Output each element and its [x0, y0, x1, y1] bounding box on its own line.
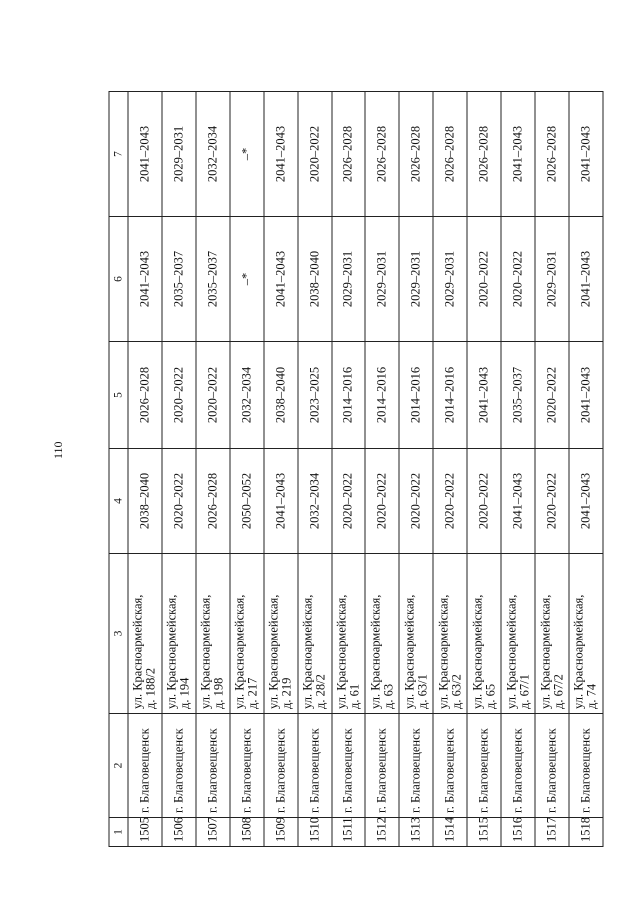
header-cell-5: 5: [109, 341, 128, 448]
page-number: 110: [51, 441, 65, 459]
row-number-cell: 1507: [195, 817, 229, 846]
period-col-4-cell: 2020–2022: [467, 448, 501, 553]
header-cell-2: 2: [109, 713, 128, 817]
period-col-4-cell: 2020–2022: [365, 448, 399, 553]
header-cell-7: 7: [109, 91, 128, 216]
period-col-4-cell: 2041–2043: [568, 448, 602, 553]
table-row: [399, 91, 433, 846]
period-col-5-cell: 2032–2034: [229, 341, 263, 448]
period-col-6-cell: 2035–2037: [161, 216, 195, 341]
address-cell: ул. Красноармейская, д. 63/2: [433, 553, 467, 713]
period-col-4-cell: 2050–2052: [229, 448, 263, 553]
period-col-4-cell: 2041–2043: [263, 448, 297, 553]
period-col-7-cell: 2041–2043: [128, 91, 162, 216]
city-cell: г. Благовещенск: [229, 713, 263, 817]
row-number-cell: 1509: [263, 817, 297, 846]
period-col-5-cell: 2026–2028: [128, 341, 162, 448]
period-col-4-cell: 2038–2040: [128, 448, 162, 553]
period-col-7-cell: 2026–2028: [331, 91, 365, 216]
period-col-6-cell: –*: [229, 216, 263, 341]
row-number-cell: 1511: [331, 817, 365, 846]
row-number-cell: 1515: [467, 817, 501, 846]
address-cell: ул. Красноармейская, д. 28/2: [297, 553, 331, 713]
table-row: [331, 91, 365, 846]
schedule-table: [108, 91, 603, 847]
table-row: [263, 91, 297, 846]
period-col-7-cell: 2020–2022: [297, 91, 331, 216]
period-col-6-cell: 2035–2037: [195, 216, 229, 341]
period-col-5-cell: 2041–2043: [467, 341, 501, 448]
row-number-cell: 1517: [535, 817, 569, 846]
table-row: [297, 91, 331, 846]
period-col-4-cell: 2020–2022: [161, 448, 195, 553]
period-col-6-cell: 2041–2043: [128, 216, 162, 341]
city-cell: г. Благовещенск: [433, 713, 467, 817]
row-number-cell: 1506: [161, 817, 195, 846]
address-cell: ул. Красноармейская, д. 194: [161, 553, 195, 713]
row-number-cell: 1514: [433, 817, 467, 846]
city-cell: г. Благовещенск: [128, 713, 162, 817]
address-cell: ул. Красноармейская, д. 74: [568, 553, 602, 713]
table-row: [433, 91, 467, 846]
period-col-6-cell: 2029–2031: [365, 216, 399, 341]
period-col-5-cell: 2014–2016: [365, 341, 399, 448]
period-col-6-cell: 2029–2031: [331, 216, 365, 341]
table-body: [128, 91, 603, 846]
city-cell: г. Благовещенск: [501, 713, 535, 817]
period-col-6-cell: 2029–2031: [433, 216, 467, 341]
header-cell-1: 1: [109, 817, 128, 846]
period-col-4-cell: 2026–2028: [195, 448, 229, 553]
period-col-7-cell: 2041–2043: [501, 91, 535, 216]
row-number-cell: 1508: [229, 817, 263, 846]
period-col-5-cell: 2014–2016: [433, 341, 467, 448]
period-col-7-cell: 2026–2028: [399, 91, 433, 216]
period-col-5-cell: 2041–2043: [568, 341, 602, 448]
address-cell: ул. Красноармейская, д. 188/2: [128, 553, 162, 713]
period-col-6-cell: 2020–2022: [467, 216, 501, 341]
period-col-4-cell: 2020–2022: [535, 448, 569, 553]
city-cell: г. Благовещенск: [331, 713, 365, 817]
period-col-6-cell: 2020–2022: [501, 216, 535, 341]
table-row: [568, 91, 602, 846]
period-col-7-cell: 2032–2034: [195, 91, 229, 216]
table-row: [501, 91, 535, 846]
row-number-cell: 1510: [297, 817, 331, 846]
period-col-4-cell: 2020–2022: [433, 448, 467, 553]
period-col-6-cell: 2041–2043: [568, 216, 602, 341]
row-number-cell: 1516: [501, 817, 535, 846]
city-cell: г. Благовещенск: [263, 713, 297, 817]
period-col-7-cell: –*: [229, 91, 263, 216]
city-cell: г. Благовещенск: [568, 713, 602, 817]
row-number-cell: 1513: [399, 817, 433, 846]
address-cell: ул. Красноармейская, д. 63: [365, 553, 399, 713]
period-col-5-cell: 2020–2022: [535, 341, 569, 448]
period-col-7-cell: 2026–2028: [467, 91, 501, 216]
period-col-5-cell: 2020–2022: [161, 341, 195, 448]
period-col-4-cell: 2041–2043: [501, 448, 535, 553]
period-col-5-cell: 2035–2037: [501, 341, 535, 448]
period-col-7-cell: 2029–2031: [161, 91, 195, 216]
city-cell: г. Благовещенск: [399, 713, 433, 817]
address-cell: ул. Красноармейская, д. 61: [331, 553, 365, 713]
table-wrapper: [108, 91, 603, 846]
city-cell: г. Благовещенск: [297, 713, 331, 817]
table-row: [365, 91, 399, 846]
period-col-6-cell: 2041–2043: [263, 216, 297, 341]
table-row: [535, 91, 569, 846]
address-cell: ул. Красноармейская, д. 67/2: [535, 553, 569, 713]
address-cell: ул. Красноармейская, д. 65: [467, 553, 501, 713]
period-col-4-cell: 2020–2022: [399, 448, 433, 553]
city-cell: г. Благовещенск: [535, 713, 569, 817]
period-col-5-cell: 2020–2022: [195, 341, 229, 448]
table-row: [467, 91, 501, 846]
row-number-cell: 1518: [568, 817, 602, 846]
period-col-5-cell: 2014–2016: [399, 341, 433, 448]
city-cell: г. Благовещенск: [467, 713, 501, 817]
period-col-6-cell: 2029–2031: [399, 216, 433, 341]
period-col-7-cell: 2026–2028: [433, 91, 467, 216]
period-col-5-cell: 2014–2016: [331, 341, 365, 448]
header-row: [109, 91, 128, 846]
table-row: [128, 91, 162, 846]
period-col-4-cell: 2020–2022: [331, 448, 365, 553]
period-col-7-cell: 2026–2028: [535, 91, 569, 216]
address-cell: ул. Красноармейская, д. 67/1: [501, 553, 535, 713]
header-cell-6: 6: [109, 216, 128, 341]
address-cell: ул. Красноармейская, д. 63/1: [399, 553, 433, 713]
row-number-cell: 1512: [365, 817, 399, 846]
city-cell: г. Благовещенск: [195, 713, 229, 817]
address-cell: ул. Красноармейская, д. 198: [195, 553, 229, 713]
header-cell-4: 4: [109, 448, 128, 553]
table-header: [109, 91, 128, 846]
city-cell: г. Благовещенск: [161, 713, 195, 817]
period-col-5-cell: 2038–2040: [263, 341, 297, 448]
period-col-7-cell: 2026–2028: [365, 91, 399, 216]
address-cell: ул. Красноармейская, д. 217: [229, 553, 263, 713]
row-number-cell: 1505: [128, 817, 162, 846]
city-cell: г. Благовещенск: [365, 713, 399, 817]
table-row: [229, 91, 263, 846]
period-col-6-cell: 2038–2040: [297, 216, 331, 341]
period-col-4-cell: 2032–2034: [297, 448, 331, 553]
table-row: [195, 91, 229, 846]
address-cell: ул. Красноармейская, д. 219: [263, 553, 297, 713]
period-col-5-cell: 2023–2025: [297, 341, 331, 448]
header-cell-3: 3: [109, 553, 128, 713]
period-col-6-cell: 2029–2031: [535, 216, 569, 341]
period-col-7-cell: 2041–2043: [568, 91, 602, 216]
period-col-7-cell: 2041–2043: [263, 91, 297, 216]
table-row: [161, 91, 195, 846]
